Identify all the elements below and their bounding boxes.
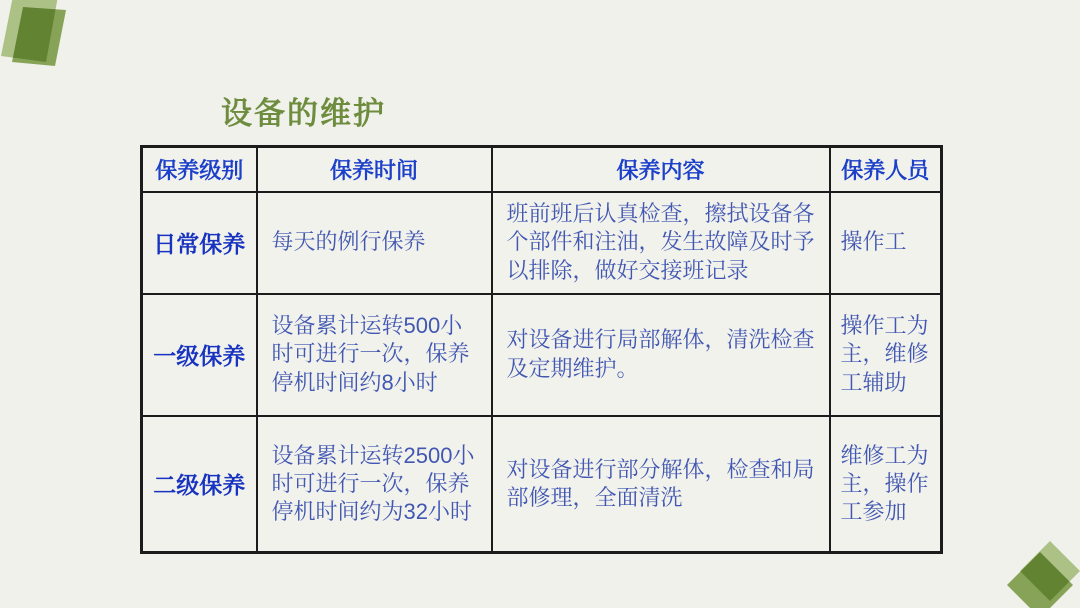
table-row: [142, 416, 942, 553]
cell-personnel: 操作工为主，维修工辅助: [830, 294, 942, 416]
table-row: [142, 294, 942, 416]
cell-level: 二级保养: [142, 416, 257, 553]
cell-personnel: 维修工为主，操作工参加: [830, 416, 942, 553]
maintenance-table: [140, 145, 943, 554]
table-row: [142, 192, 942, 294]
cell-time: 设备累计运转2500小时可进行一次，保养停机时间约为32小时: [257, 416, 492, 553]
table-header-row: [142, 147, 942, 192]
header-level: 保养级别: [142, 147, 257, 192]
cell-level: 日常保养: [142, 192, 257, 294]
cell-time: 设备累计运转500小时可进行一次，保养停机时间约8小时: [257, 294, 492, 416]
cell-time: 每天的例行保养: [257, 192, 492, 294]
cell-content: 对设备进行部分解体，检查和局部修理，全面清洗: [492, 416, 830, 553]
header-time: 保养时间: [257, 147, 492, 192]
cell-content: 对设备进行局部解体，清洗检查及定期维护。: [492, 294, 830, 416]
decor-diamonds-bottom-right: [988, 533, 1080, 608]
header-personnel: 保养人员: [830, 147, 942, 192]
header-content: 保养内容: [492, 147, 830, 192]
decor-parallelograms-top-left: [0, 0, 80, 72]
cell-level: 一级保养: [142, 294, 257, 416]
cell-content: 班前班后认真检查，擦拭设备各个部件和注油，发生故障及时予以排除，做好交接班记录: [492, 192, 830, 294]
cell-personnel: 操作工: [830, 192, 942, 294]
page-title: 设备的维护: [221, 96, 386, 131]
